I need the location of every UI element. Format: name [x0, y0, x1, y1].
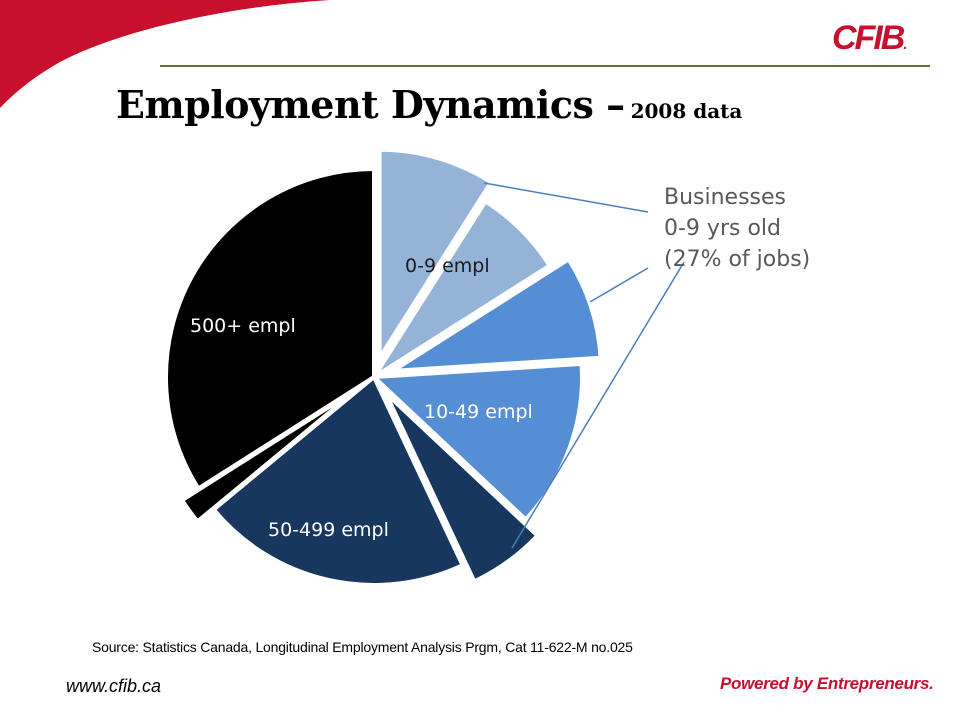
logo-text: CFIB — [832, 19, 904, 57]
tagline: Powered by Entrepreneurs. — [720, 674, 934, 693]
website-link[interactable]: www.cfib.ca — [66, 676, 162, 696]
annotation-line-3: (27% of jobs) — [664, 247, 811, 272]
label-500-plus-empl: 500+ empl — [190, 315, 296, 337]
annotation-line-1: Businesses — [664, 185, 787, 210]
label-50-499-empl: 50-499 empl — [268, 519, 389, 541]
annotation-callout — [664, 185, 810, 272]
leader-line-1 — [484, 183, 648, 212]
title-sub: 2008 data — [630, 99, 743, 123]
leader-line-2 — [590, 268, 648, 302]
logo-mark: . — [903, 36, 908, 52]
label-10-49-empl: 10-49 empl — [424, 401, 533, 423]
annotation-line-2: 0-9 yrs old — [664, 216, 781, 241]
label-0-9-empl: 0-9 empl — [405, 255, 490, 277]
source-note: Source: Statistics Canada, Longitudinal Employment Analysis Prgm, Cat 11-622-M no.025 — [92, 639, 633, 655]
title-main: Employment Dynamics – — [116, 82, 625, 127]
